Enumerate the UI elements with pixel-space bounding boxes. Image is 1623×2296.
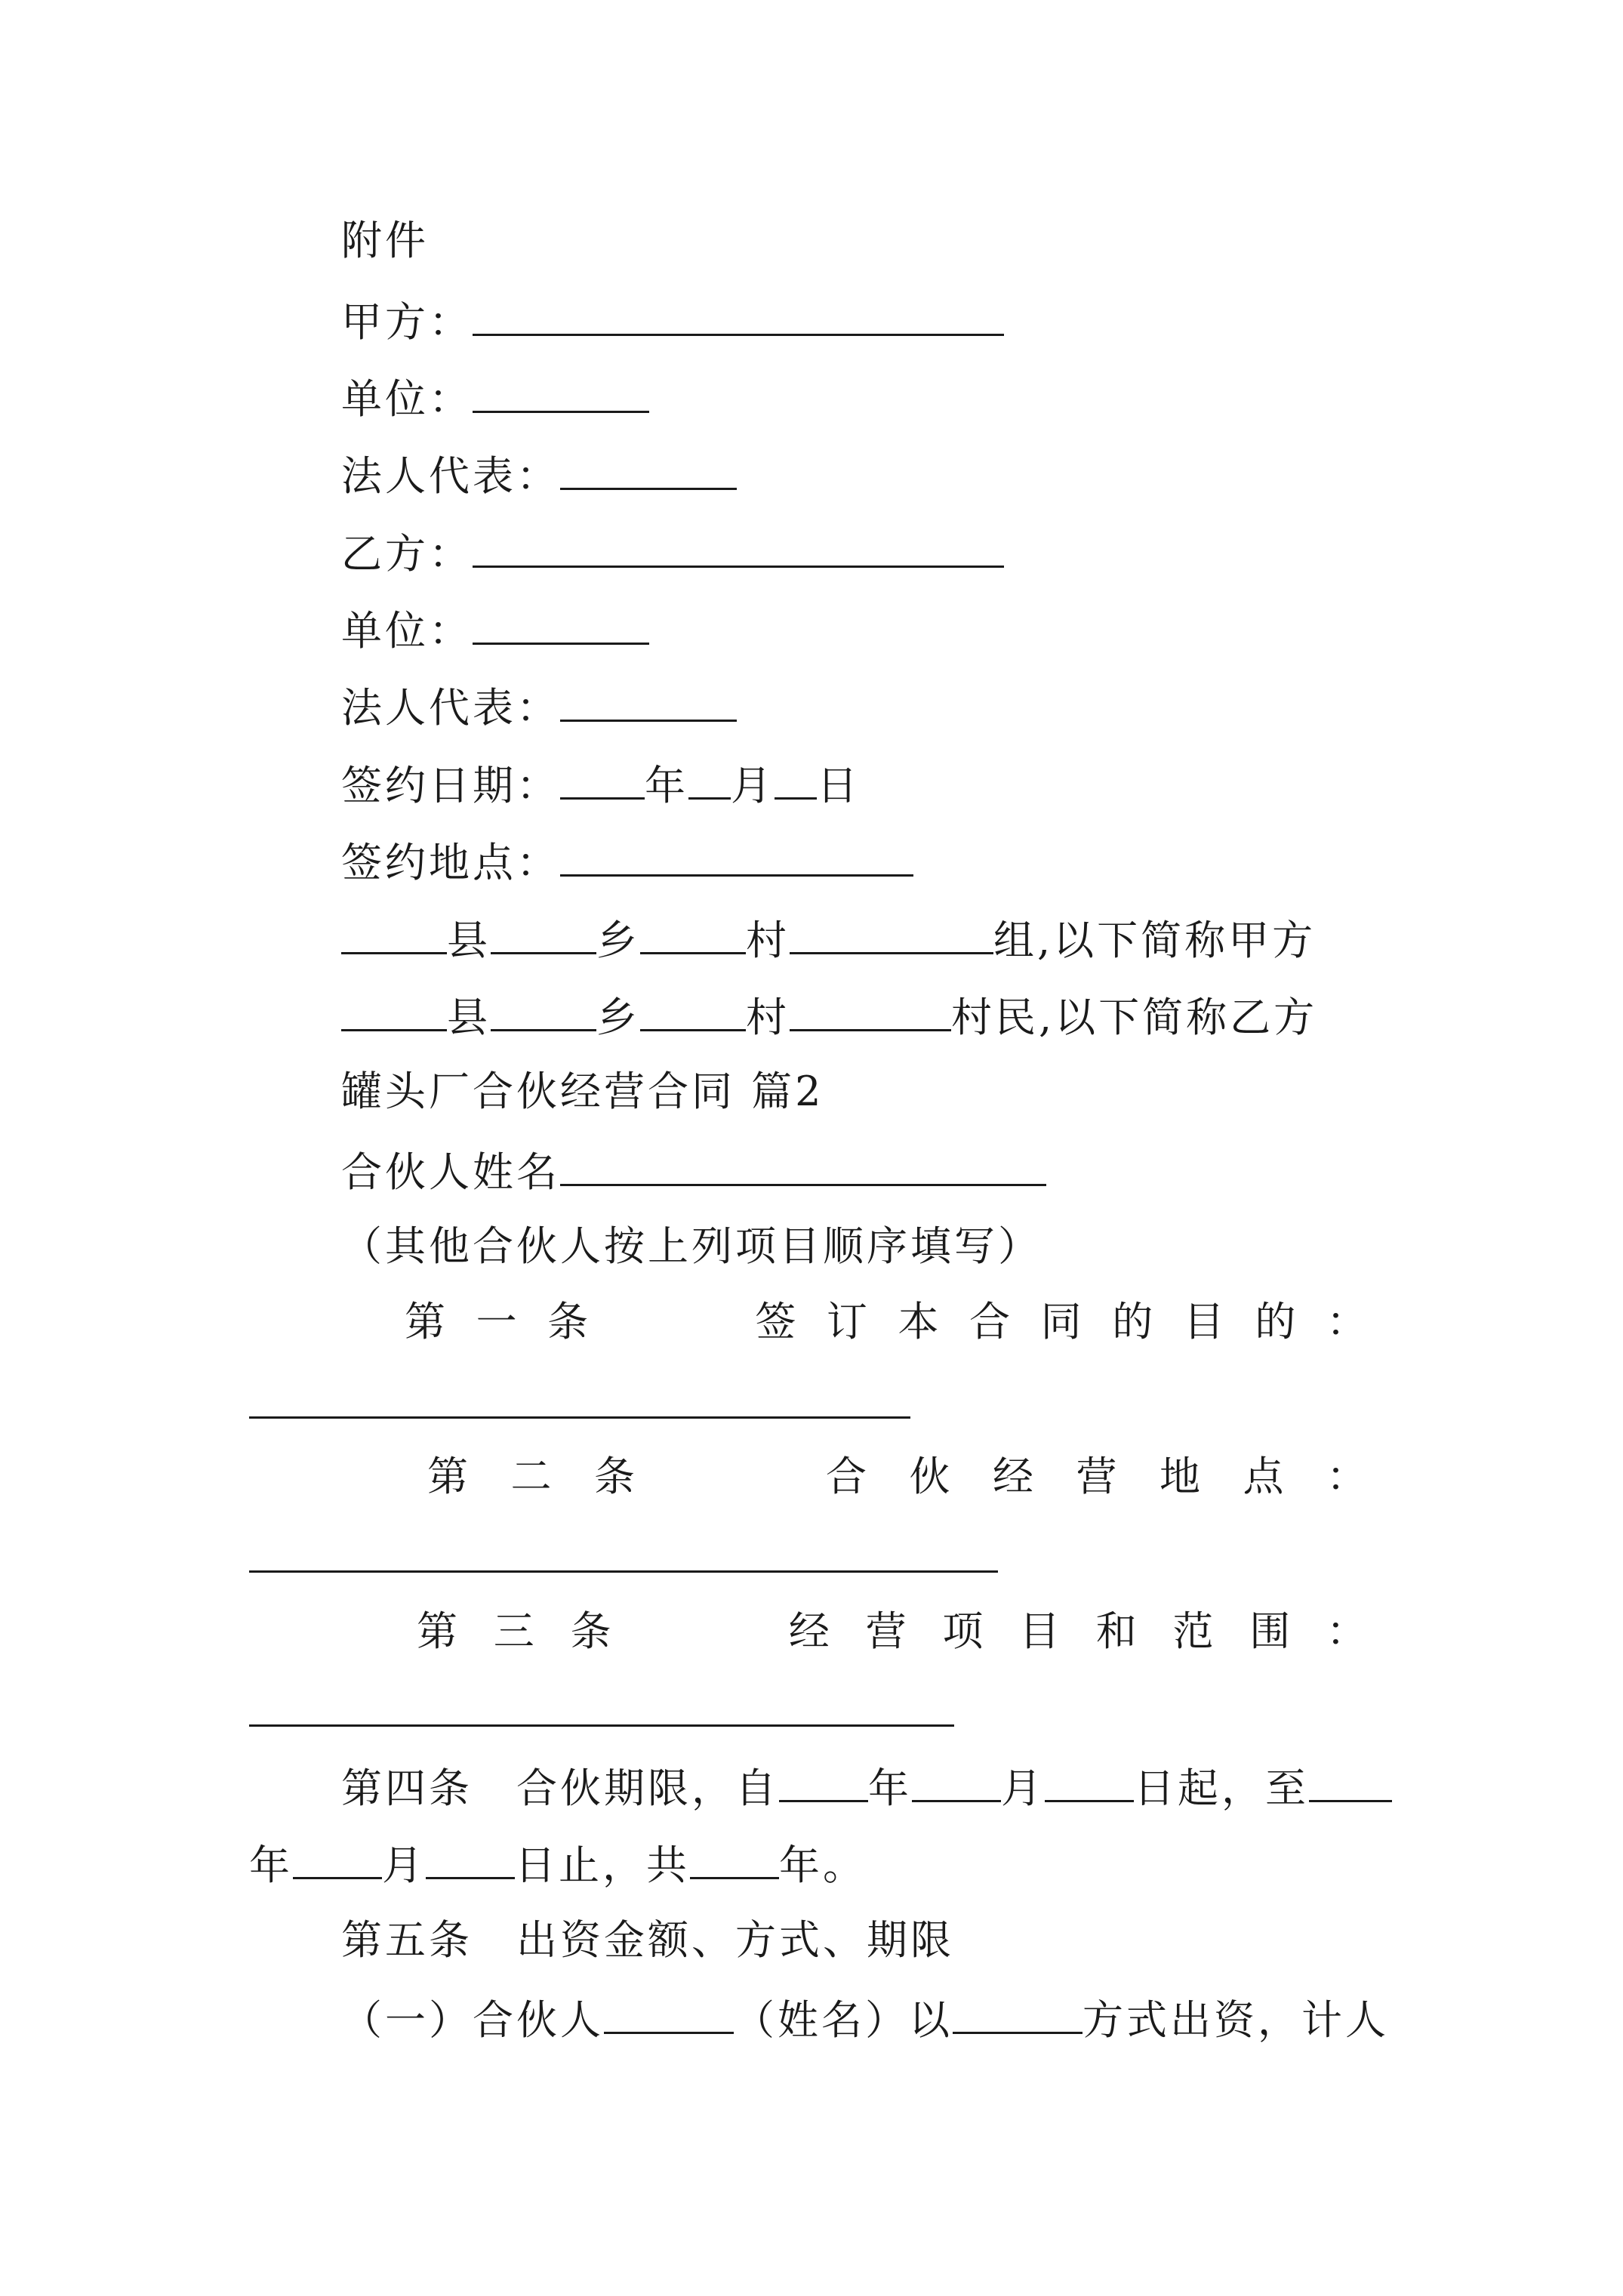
sign-year-blank[interactable] <box>560 763 645 800</box>
attachment-heading: 附件 <box>341 217 429 264</box>
villager-b-blank[interactable] <box>790 994 951 1031</box>
partner-name-line: 合伙人姓名 <box>341 1149 1046 1193</box>
legal-rep-b-blank[interactable] <box>560 685 737 722</box>
partner-note: （其他合伙人按上列项目顺序填写） <box>341 1222 1042 1270</box>
article-2-blank[interactable] <box>249 1570 998 1573</box>
village-b-blank[interactable] <box>640 994 746 1031</box>
partner-blank[interactable] <box>604 1997 734 2034</box>
item-1-line: （一）合伙人 （姓名）以 方式出资，计人 <box>341 1996 1389 2044</box>
sign-place-blank[interactable] <box>560 840 913 877</box>
article-1-blank[interactable] <box>249 1416 910 1419</box>
article-5-heading: 第五条 出资金额、方式、期限 <box>341 1916 954 1964</box>
start-day-blank[interactable] <box>1045 1765 1134 1802</box>
party-b-address-line: 县 乡 村 村民,以下简称乙方 <box>341 994 1317 1038</box>
article-4-line-2: 年 月 日止，共 年。 <box>249 1841 867 1889</box>
party-a-line: 甲方： <box>341 299 1004 343</box>
sign-place-line: 签约地点： <box>341 840 913 883</box>
township-b-blank[interactable] <box>491 994 596 1031</box>
article-3-blank[interactable] <box>249 1724 954 1727</box>
village-a-blank[interactable] <box>640 917 746 954</box>
party-b-blank[interactable] <box>473 531 1004 568</box>
sign-date-line: 签约日期： 年 月 日 <box>341 762 861 809</box>
legal-rep-a-blank[interactable] <box>560 453 737 490</box>
end-day-blank[interactable] <box>426 1842 515 1879</box>
group-a-blank[interactable] <box>790 917 993 954</box>
party-b-line: 乙方： <box>341 531 1004 575</box>
total-years-blank[interactable] <box>690 1842 779 1879</box>
section-title-2: 罐头厂合伙经营合同 篇2 <box>341 1068 824 1115</box>
party-a-blank[interactable] <box>473 299 1004 336</box>
county-b-blank[interactable] <box>341 994 447 1031</box>
legal-rep-a-line: 法人代表： <box>341 453 737 497</box>
unit-a-line: 单位： <box>341 376 649 420</box>
article-3-heading: 第 三 条 经 营 项 目 和 范 围 ： <box>417 1607 1367 1655</box>
end-month-blank[interactable] <box>293 1842 382 1879</box>
township-a-blank[interactable] <box>491 917 596 954</box>
county-a-blank[interactable] <box>341 917 447 954</box>
partner-name-blank[interactable] <box>560 1149 1046 1186</box>
unit-b-blank[interactable] <box>473 608 649 645</box>
party-a-address-line: 县 乡 村 组,以下简称甲方 <box>341 917 1316 961</box>
sign-day-blank[interactable] <box>775 763 817 800</box>
start-month-blank[interactable] <box>912 1765 1001 1802</box>
sign-month-blank[interactable] <box>688 763 731 800</box>
article-2-heading: 第 二 条 合 伙 经 营 地 点 ： <box>427 1453 1367 1500</box>
end-year-blank-part[interactable] <box>1309 1765 1392 1802</box>
unit-a-blank[interactable] <box>473 376 649 413</box>
article-4-line-1: 第四条 合伙期限，自 年 月 日起，至 <box>341 1765 1392 1809</box>
start-year-blank[interactable] <box>779 1765 868 1802</box>
method-blank[interactable] <box>953 1997 1083 2034</box>
article-1-heading: 第 一 条 签 订 本 合 同 的 目 的 ： <box>405 1298 1367 1345</box>
unit-b-line: 单位： <box>341 608 649 652</box>
legal-rep-b-line: 法人代表： <box>341 685 737 729</box>
